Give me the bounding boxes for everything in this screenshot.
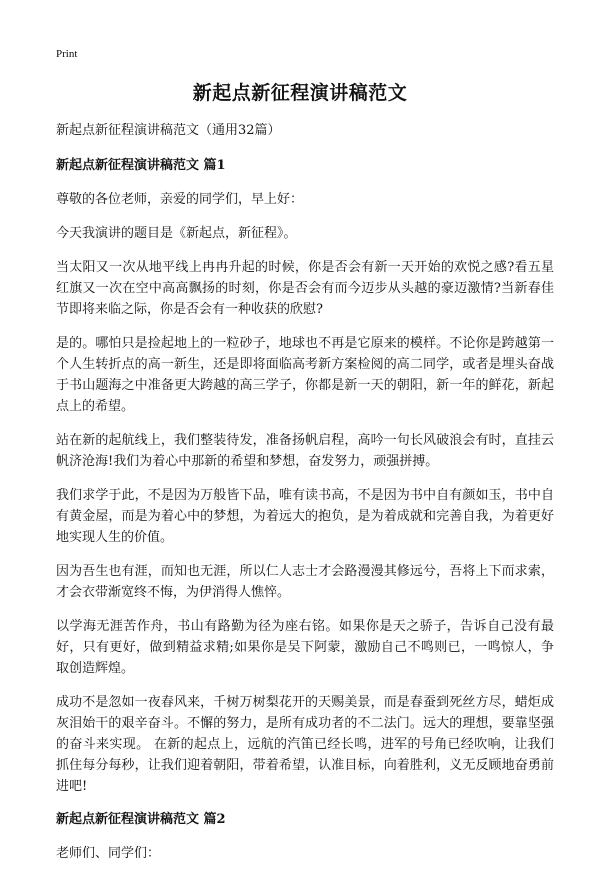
section-heading: 新起点新征程演讲稿范文 篇1 xyxy=(56,158,226,173)
paragraph: 以学海无涯苦作舟，书山有路勤为径为座右铭。如果你是天之骄子，告诉自己没有最好，只有更好，做到精益求精;如果你是吴下阿蒙，激励自己不鸣则已，一鸣惊人，争取创造辉煌。 xyxy=(56,619,554,676)
paragraph: 我们求学于此，不是因为万般皆下品，唯有读书高，不是因为书中自有颜如玉，书中自有黄金屋，而是为着心中的梦想，为着远大的抱负，是为着成就和完善自我，为着更好地实现人生的价值。 xyxy=(56,488,554,545)
print-link[interactable]: Print xyxy=(56,48,78,60)
paragraph: 尊敬的各位老师，亲爱的同学们，早上好： xyxy=(56,192,304,207)
section-2 xyxy=(56,810,554,864)
paragraph: 老师们、同学们： xyxy=(56,846,161,861)
section-1 xyxy=(56,156,554,797)
paragraph: 是的。哪怕只是捡起地上的一粒砂子，地球也不再是它原来的模样。不论你是跨越第一个人生转折点的高一新生，还是即将面临高考新方案检阅的高二同学，或者是埋头奋战于书山题海之中准备更大跨越的高三学子，你都是新一天的朝阳，新一年的鲜花，新起点上的希望。 xyxy=(56,336,554,414)
paragraph: 成功不是忽如一夜春风来，千树万树梨花开的天赐美景，而是春蚕到死丝方尽，蜡炬成灰泪始干的艰辛奋斗。不懈的努力，是所有成功者的不二法门。远大的理想，要靠坚强的奋斗来实现。 在新的起点上，远航的汽笛已经长鸣，进军的号角已经吹响，让我们抓住每分每秒，让我们迎着朝阳，带着希望，认准目标，向着胜利，义无反顾地奋勇前进吧! xyxy=(56,695,554,794)
paragraph: 当太阳又一次从地平线上冉冉升起的时候，你是否会有新一天开始的欢悦之感?看五星红旗又一次在空中高高飘扬的时刻，你是否会有而今迈步从头越的豪迈激情?当新春佳节即将来临之际，你是否会有一种收获的欣慰? xyxy=(56,260,554,317)
document-body xyxy=(56,121,554,877)
paragraph: 因为吾生也有涯，而知也无涯，所以仁人志士才会路漫漫其修远兮，吾将上下而求索，才会衣带渐宽终不悔，为伊消得人憔悴。 xyxy=(56,564,554,600)
section-heading: 新起点新征程演讲稿范文 篇2 xyxy=(56,812,226,827)
paragraph: 站在新的起航线上，我们整装待发，准备扬帆启程，高吟一句长风破浪会有时，直挂云帆济沧海!我们为着心中那新的希望和梦想，奋发努力，顽强拼搏。 xyxy=(56,433,554,469)
paragraph: 今天我演讲的题目是《新起点，新征程》。 xyxy=(56,226,297,241)
document-subtitle: 新起点新征程演讲稿范文（通用32篇） xyxy=(56,123,281,138)
page-title: 新起点新征程演讲稿范文 xyxy=(192,82,408,104)
